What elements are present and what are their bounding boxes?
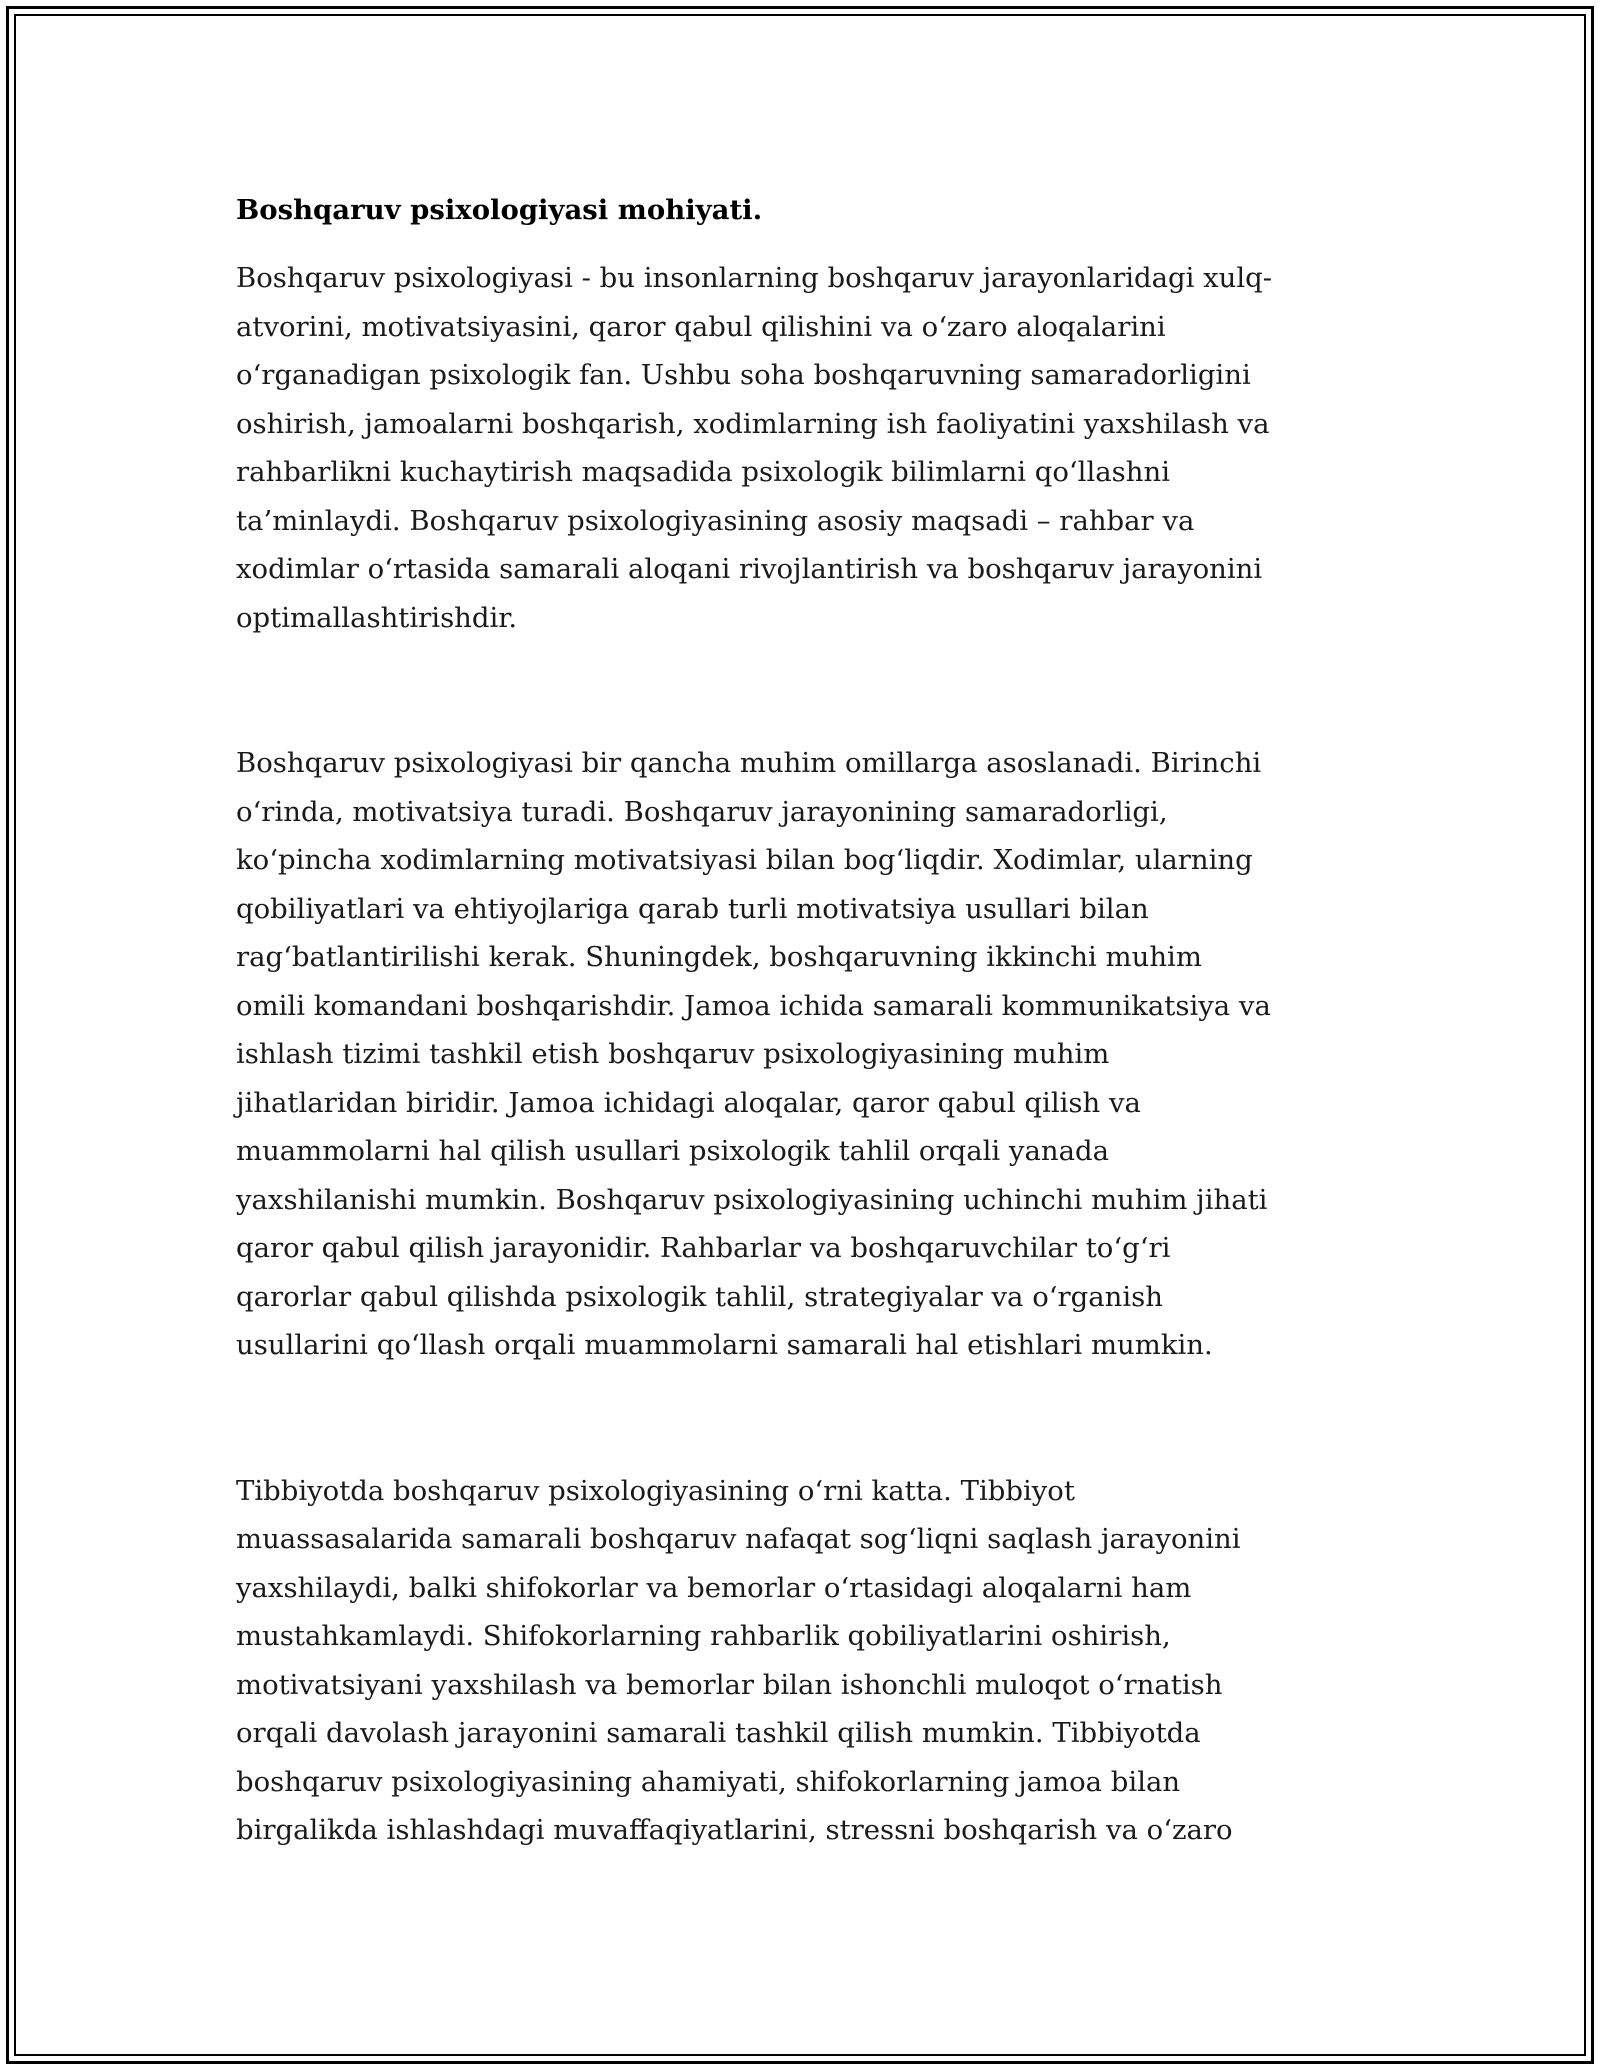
text-line: muammolarni hal qilish usullari psixologik tahlil orqali yanada [236, 1135, 1109, 1167]
text-line: jihatlaridan biridir. Jamoa ichidagi aloqalar, qaror qabul qilish va [236, 1086, 1141, 1119]
text-line: rag‘batlantirilishi kerak. Shuningdek, boshqaruvning ikkinchi muhim [236, 941, 1202, 973]
document-body [236, 186, 1386, 1855]
text-line: ko‘pincha xodimlarning motivatsiyasi bilan bog‘liqdir. Xodimlar, ularning [236, 844, 1253, 876]
text-line: motivatsiyani yaxshilash va bemorlar bilan ishonchli muloqot o‘rnatish [236, 1668, 1223, 1701]
text-line: yaxshilanishi mumkin. Boshqaruv psixologiyasining uchinchi muhim jihati [236, 1183, 1268, 1216]
paragraph-3 [236, 1467, 1386, 1855]
text-line: qarorlar qabul qilishda psixologik tahlil, strategiyalar va o‘rganish [236, 1280, 1163, 1313]
text-line: boshqaruv psixologiyasining ahamiyati, shifokorlarning jamoa bilan [236, 1765, 1181, 1798]
paragraph-2 [236, 739, 1386, 1370]
text-line: muassasalarida samarali boshqaruv nafaqat sog‘liqni saqlash jarayonini [236, 1523, 1241, 1555]
text-line: optimallashtirishdir. [236, 601, 518, 634]
document-heading: Boshqaruv psixologiyasi mohiyati. [236, 194, 763, 226]
text-line: yaxshilaydi, balki shifokorlar va bemorlar o‘rtasidagi aloqalarni ham [236, 1571, 1192, 1604]
text-line: oshirish, jamoalarni boshqarish, xodimlarning ish faoliyatini yaxshilash va [236, 407, 1270, 440]
paragraph-1 [236, 254, 1386, 642]
text-line: Tibbiyotda boshqaruv psixologiyasining o‘rni katta. Tibbiyot [236, 1474, 1075, 1507]
text-line: qaror qabul qilish jarayonidir. Rahbarlar va boshqaruvchilar to‘g‘ri [236, 1232, 1171, 1264]
text-line: qobiliyatlari va ehtiyojlariga qarab turli motivatsiya usullari bilan [236, 892, 1149, 925]
text-line: orqali davolash jarayonini samarali tashkil qilish mumkin. Tibbiyotda [236, 1717, 1201, 1749]
text-line: o‘rinda, motivatsiya turadi. Boshqaruv jarayonining samaradorligi, [236, 795, 1168, 828]
text-line: ta’minlaydi. Boshqaruv psixologiyasining asosiy maqsadi – rahbar va [236, 504, 1195, 537]
text-line: Boshqaruv psixologiyasi - bu insonlarning boshqaruv jarayonlaridagi xulq- [236, 262, 1273, 294]
text-line: birgalikda ishlashdagi muvaffaqiyatlarini, stressni boshqarish va o‘zaro [236, 1814, 1233, 1846]
text-line: Boshqaruv psixologiyasi bir qancha muhim omillarga asoslanadi. Birinchi [236, 747, 1262, 779]
text-line: usullarini qo‘llash orqali muammolarni samarali hal etishlari mumkin. [236, 1329, 1213, 1361]
text-line: o‘rganadigan psixologik fan. Ushbu soha boshqaruvning samaradorligini [236, 359, 1251, 391]
text-line: xodimlar o‘rtasida samarali aloqani rivojlantirish va boshqaruv jarayonini [236, 553, 1263, 585]
text-line: mustahkamlaydi. Shifokorlarning rahbarlik qobiliyatlarini oshirish, [236, 1620, 1171, 1652]
text-line: ishlash tizimi tashkil etish boshqaruv psixologiyasining muhim [236, 1038, 1110, 1070]
text-line: omili komandani boshqarishdir. Jamoa ichida samarali kommunikatsiya va [236, 989, 1271, 1022]
text-line: atvorini, motivatsiyasini, qaror qabul qilishini va o‘zaro aloqalarini [236, 310, 1166, 343]
text-line: rahbarlikni kuchaytirish maqsadida psixologik bilimlarni qo‘llashni [236, 456, 1170, 488]
